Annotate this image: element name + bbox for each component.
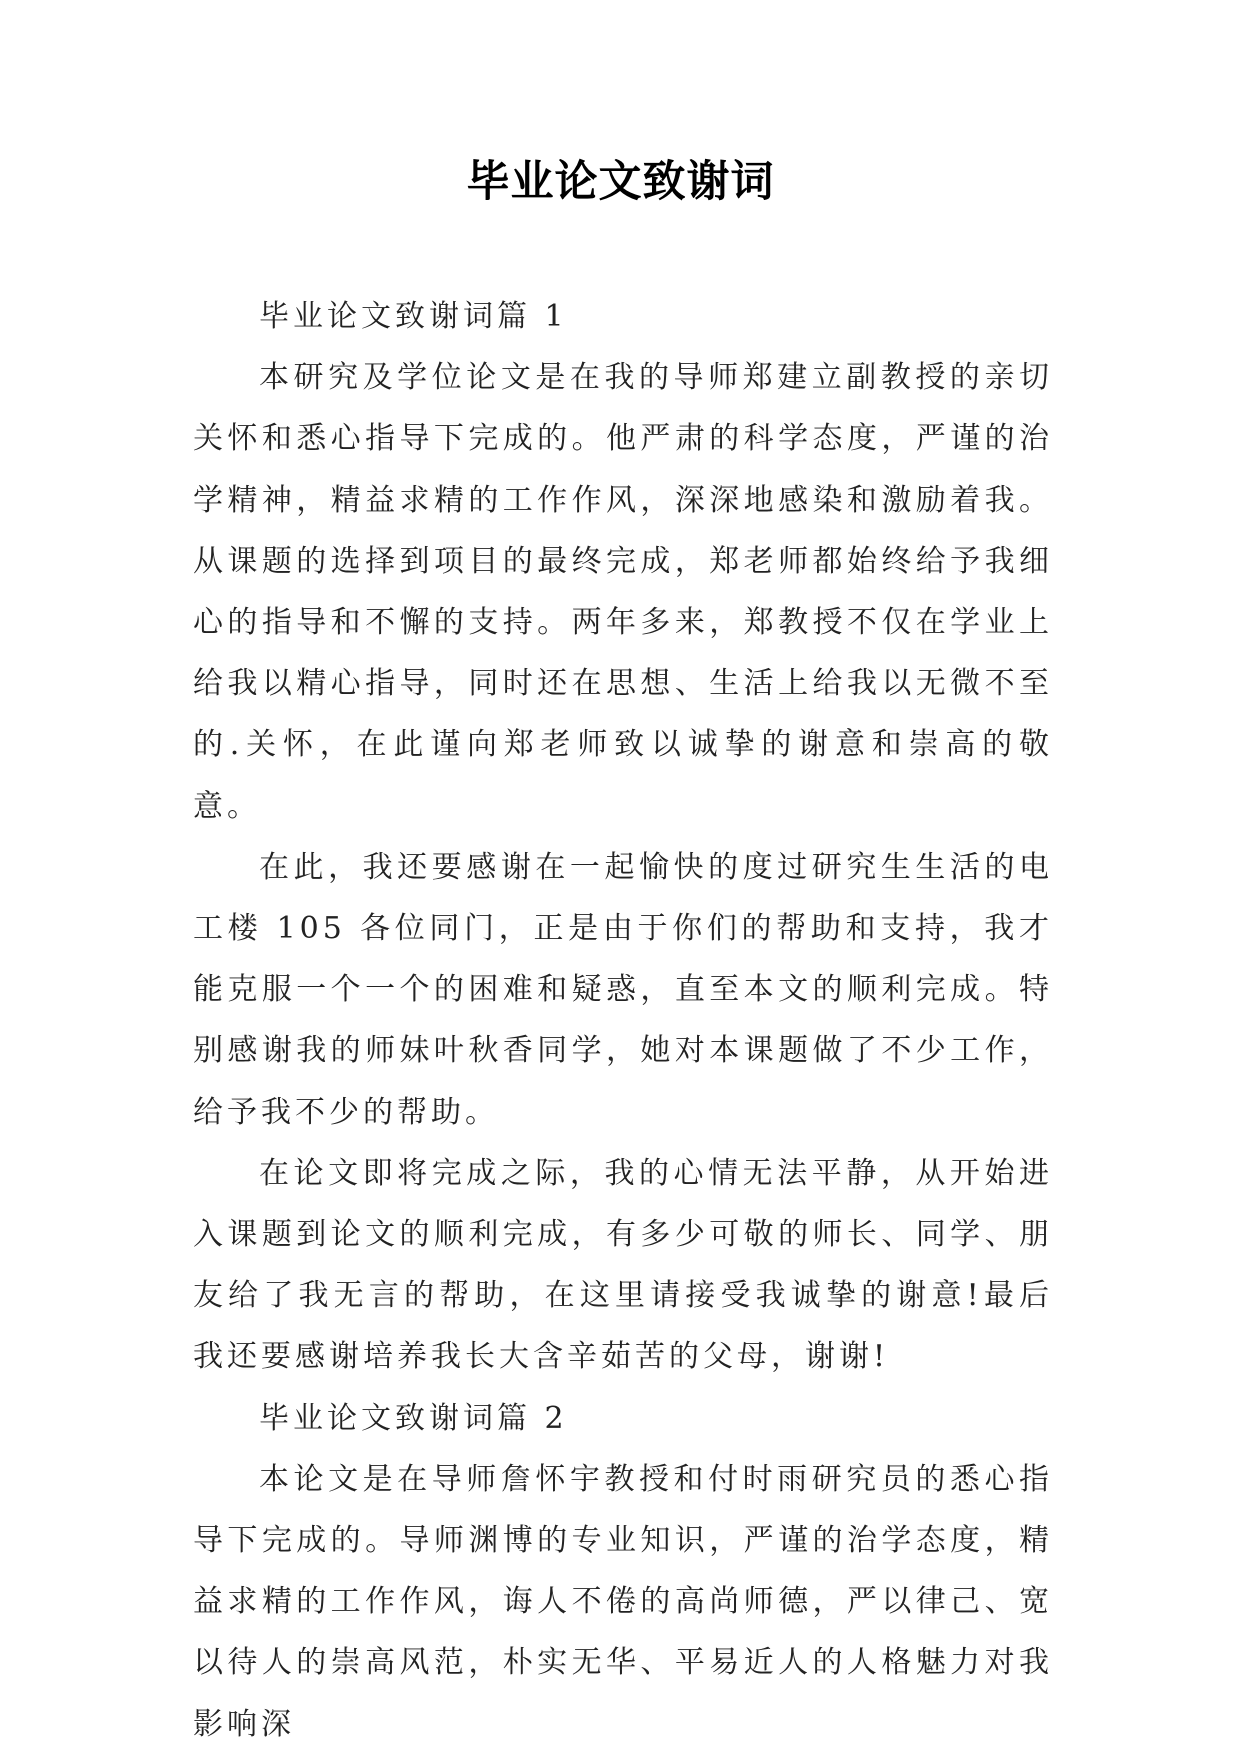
paragraph: 本论文是在导师詹怀宇教授和付时雨研究员的悉心指导下完成的。导师渊博的专业知识，严谨的治学态度，精益求精的工作作风，诲人不倦的高尚师德，严以律己、宽以待人的崇高风范，朴实无华、平易近人的人格魅力对我影响深 <box>193 1461 1053 1742</box>
section-heading-1: 毕业论文致谢词篇 1 <box>259 299 568 334</box>
paragraph: 在论文即将完成之际，我的心情无法平静，从开始进入课题到论文的顺利完成，有多少可敬的师长、同学、朋友给了我无言的帮助，在这里请接受我诚挚的谢意!最后我还要感谢培养我长大含辛茹苦的父母，谢谢! <box>193 1155 1053 1375</box>
section-heading-2: 毕业论文致谢词篇 2 <box>259 1400 568 1436</box>
paragraph: 本研究及学位论文是在我的导师郑建立副教授的亲切关怀和悉心指导下完成的。他严肃的科学态度，严谨的治学精神，精益求精的工作作风，深深地感染和激励着我。从课题的选择到项目的最终完成，郑老师都始终给予我细心的指导和不懈的支持。两年多来，郑教授不仅在学业上给我以精心指导，同时还在思想、生活上给我以无微不至的.关怀，在此谨向郑老师致以诚挚的谢意和崇高的敬意。 <box>193 360 1053 824</box>
document-body <box>193 286 1053 1755</box>
paragraph: 在此，我还要感谢在一起愉快的度过研究生生活的电工楼 105 各位同门，正是由于你们的帮助和支持，我才能克服一个一个的困难和疑惑，直至本文的顺利完成。特别感谢我的师妹叶秋香同学，她对本课题做了不少工作，给予我不少的帮助。 <box>193 849 1053 1130</box>
document-title: 毕业论文致谢词 <box>466 157 775 207</box>
